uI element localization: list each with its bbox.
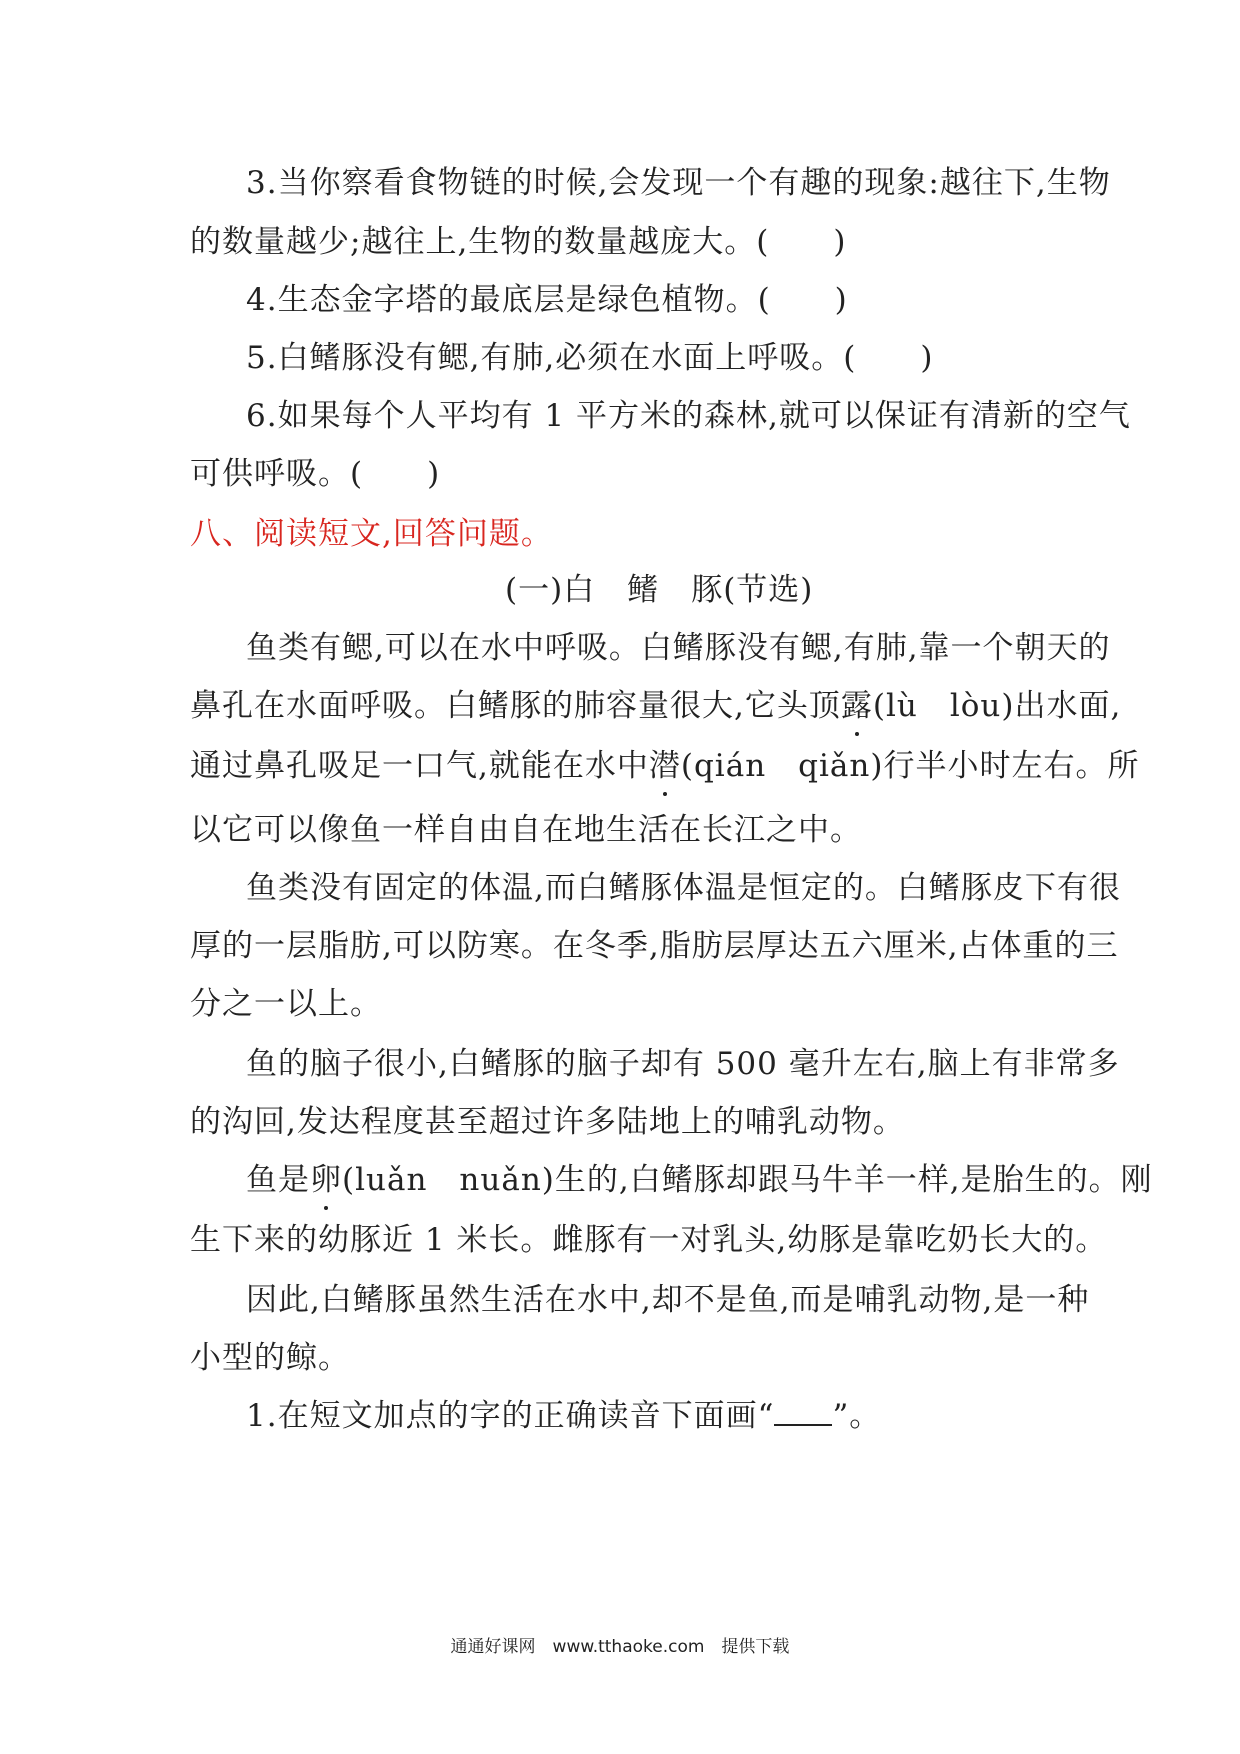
section-heading: 八、阅读短文,回答问题。 xyxy=(190,516,553,552)
question-6-line-2: 可供呼吸。( ) xyxy=(190,456,441,492)
passage-p1-line-4: 以它可以像鱼一样自由自在地生活在长江之中。 xyxy=(190,812,862,848)
text-segment: 鱼是 xyxy=(246,1162,310,1198)
passage-p5-line-2: 小型的鲸。 xyxy=(190,1340,350,1376)
passage-p2-line-2: 厚的一层脂肪,可以防寒。在冬季,脂肪层厚达五六厘米,占体重的三 xyxy=(190,928,1119,964)
page-footer: 通通好课网 www.tthaoke.com 提供下载 xyxy=(450,1637,790,1657)
pinyin-options: (lù lòu)出水面, xyxy=(872,688,1122,724)
text-segment: 鼻孔在水面呼吸。白鳍豚的肺容量很大,它头顶 xyxy=(190,688,841,724)
passage-p3-line-1: 鱼的脑子很小,白鳍豚的脑子却有 500 毫升左右,脑上有非常多 xyxy=(246,1046,1120,1082)
passage-p2-line-1: 鱼类没有固定的体温,而白鳍豚体温是恒定的。白鳍豚皮下有很 xyxy=(246,870,1121,906)
answer-underline xyxy=(774,1400,832,1426)
question-4: 4.生态金字塔的最底层是绿色植物。( ) xyxy=(246,282,848,318)
question-6-line-1: 6.如果每个人平均有 1 平方米的森林,就可以保证有清新的空气 xyxy=(246,398,1131,434)
dotted-character: 卵 xyxy=(310,1162,342,1198)
passage-title: (一)白 鳍 豚(节选) xyxy=(505,572,814,608)
passage-p1-line-3 xyxy=(190,746,1139,786)
passage-p5-line-1: 因此,白鳍豚虽然生活在水中,却不是鱼,而是哺乳动物,是一种 xyxy=(246,1282,1090,1318)
question-5: 5.白鳍豚没有鳃,有肺,必须在水面上呼吸。( ) xyxy=(246,340,934,376)
task-text-end: ”。 xyxy=(832,1398,882,1434)
question-3-line-2: 的数量越少;越往上,生物的数量越庞大。( ) xyxy=(190,224,847,260)
text-segment: 通过鼻孔吸足一口气,就能在水中 xyxy=(190,748,649,784)
pinyin-options: (qián qiǎn)行半小时左右。所 xyxy=(680,748,1140,784)
dotted-character: 潜 xyxy=(648,748,681,784)
task-question-1 xyxy=(246,1396,881,1436)
dotted-character: 露 xyxy=(840,688,873,724)
task-text-start: 1.在短文加点的字的正确读音下面画“ xyxy=(246,1398,775,1434)
question-3-line-1: 3.当你察看食物链的时候,会发现一个有趣的现象:越往下,生物 xyxy=(246,165,1111,201)
pinyin-options: (luǎn nuǎn)生的,白鳍豚却跟马牛羊一样,是胎生的。刚 xyxy=(342,1162,1153,1198)
passage-p1-line-1: 鱼类有鳃,可以在水中呼吸。白鳍豚没有鳃,有肺,靠一个朝天的 xyxy=(246,630,1111,666)
passage-p2-line-3: 分之一以上。 xyxy=(190,986,382,1022)
passage-p3-line-2: 的沟回,发达程度甚至超过许多陆地上的哺乳动物。 xyxy=(190,1104,905,1140)
passage-p1-line-2 xyxy=(190,686,1121,726)
passage-p4-line-2: 生下来的幼豚近 1 米长。雌豚有一对乳头,幼豚是靠吃奶长大的。 xyxy=(190,1222,1108,1258)
passage-p4-line-1 xyxy=(246,1160,1153,1200)
